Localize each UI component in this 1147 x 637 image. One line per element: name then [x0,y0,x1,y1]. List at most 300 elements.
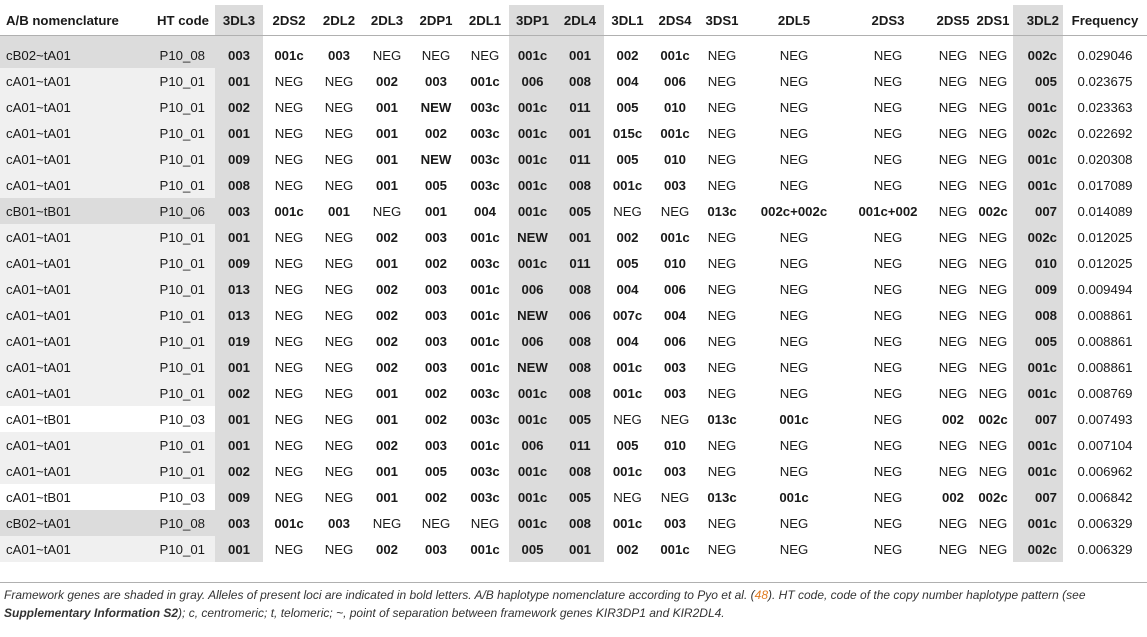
allele-cell: 001c [1013,458,1063,484]
ht-code-cell: P10_01 [143,380,215,406]
allele-cell: NEG [324,73,354,89]
allele-cell: NEG [938,203,968,219]
allele-cell: 001 [556,36,604,69]
allele-cell: NEG [873,229,903,245]
allele-cell: 007 [1013,406,1063,432]
allele-cell: 001 [327,203,350,219]
allele-cell: 002 [375,541,398,557]
allele-cell: NEG [978,385,1008,401]
allele-cell: NEG [978,125,1008,141]
allele-cell: 001c [509,510,556,536]
nomenclature-cell: cB01~tB01 [0,198,143,224]
allele-cell: 003c [470,151,500,167]
allele-cell: NEG [707,463,737,479]
column-header-frequency: Frequency [1063,5,1147,36]
allele-cell: NEG [873,177,903,193]
nomenclature-cell: cA01~tA01 [0,380,143,406]
frequency-cell: 0.020308 [1077,151,1133,167]
allele-cell: 011 [556,146,604,172]
allele-cell: 002 [375,281,398,297]
nomenclature-cell: cA01~tB01 [6,411,71,427]
allele-cell: NEG [978,515,1008,531]
allele-cell: 001c [274,203,304,219]
allele-cell: 001c [779,489,809,505]
allele-cell: 002c [1013,120,1063,146]
allele-cell: NEG [779,151,809,167]
header-row [0,5,1147,36]
table-row [0,94,1147,120]
table-row [0,536,1147,562]
allele-cell: NEG [707,177,737,193]
allele-cell: 009 [1013,276,1063,302]
allele-cell: 008 [1013,302,1063,328]
allele-cell: NEG [707,281,737,297]
table-row [0,198,1147,224]
allele-cell: NEG [938,73,968,89]
allele-cell: NEG [978,73,1008,89]
allele-cell: 013 [215,276,263,302]
nomenclature-cell: cA01~tA01 [0,458,143,484]
allele-cell: NEG [938,99,968,115]
column-header-3dl3: 3DL3 [215,5,263,36]
allele-cell: 002c [978,411,1008,427]
allele-cell: 001c [1013,172,1063,198]
allele-cell: 001c [470,359,500,375]
table-row [0,458,1147,484]
allele-cell: NEG [274,489,304,505]
allele-cell: 002c [978,203,1008,219]
allele-cell: 003c [470,125,500,141]
allele-cell: NEG [779,255,809,271]
allele-cell: 002c+002c [760,203,828,219]
column-header-ht-code: HT code [143,5,215,36]
allele-cell: NEG [873,73,903,89]
allele-cell: NEG [707,307,737,323]
allele-cell: 001 [375,255,398,271]
allele-cell: 003 [663,515,686,531]
allele-cell: 005 [616,255,639,271]
allele-cell: 001c [470,73,500,89]
allele-cell: NEG [470,47,500,63]
allele-cell: 001 [556,536,604,562]
allele-cell: 003 [663,177,686,193]
allele-cell: NEG [613,411,642,427]
allele-cell: 001c [1013,380,1063,406]
column-header-3dl2: 3DL2 [1013,5,1063,36]
nomenclature-cell: cA01~tA01 [0,250,143,276]
allele-cell: 001 [556,224,604,250]
allele-cell: 007 [1013,484,1063,510]
allele-cell: 001c [509,198,556,224]
nomenclature-cell: cB02~tA01 [0,36,143,69]
allele-cell: NEG [978,463,1008,479]
ht-code-cell: P10_01 [143,224,215,250]
column-header-2dl4: 2DL4 [556,5,604,36]
allele-cell: 001c [1013,354,1063,380]
allele-cell: 008 [556,510,604,536]
allele-cell: 001c [509,250,556,276]
column-header-3ds1: 3DS1 [699,5,745,36]
allele-cell: 006 [509,276,556,302]
column-header-2ds1: 2DS1 [973,5,1013,36]
allele-cell: 007 [1013,198,1063,224]
allele-cell: 001c [660,125,690,141]
table-row [0,406,1147,432]
table-row [0,484,1147,510]
table-row [0,328,1147,354]
allele-cell: 001c [470,307,500,323]
allele-cell: 001c [509,380,556,406]
ht-code-cell: P10_01 [143,458,215,484]
ht-code-cell: P10_01 [143,94,215,120]
allele-cell: NEG [707,541,737,557]
allele-cell: NEG [421,47,451,63]
allele-cell: NEG [613,489,642,505]
allele-cell: NEG [779,73,809,89]
allele-cell: NEG [660,203,690,219]
allele-cell: NEG [324,437,354,453]
allele-cell: 001c [779,411,809,427]
allele-cell: 005 [556,406,604,432]
allele-cell: 005 [616,437,639,453]
allele-cell: 001 [375,99,398,115]
allele-cell: 013c [707,489,737,505]
allele-cell: 011 [556,432,604,458]
allele-cell: 004 [616,333,639,349]
allele-cell: 002 [424,385,447,401]
allele-cell: NEG [324,411,354,427]
allele-cell: NEG [324,463,354,479]
allele-cell: 002 [375,437,398,453]
table-row [0,120,1147,146]
ht-code-cell: P10_01 [143,302,215,328]
column-header-2dl5: 2DL5 [745,5,843,36]
supplementary-link[interactable]: Supplementary Information S2 [4,606,179,620]
allele-cell: NEW [420,151,452,167]
table-body [0,36,1147,563]
allele-cell: 001 [375,125,398,141]
nomenclature-cell: cB02~tA01 [0,510,143,536]
allele-cell: NEG [324,151,354,167]
kir-haplotype-table [0,5,1147,562]
allele-cell: NEG [324,99,354,115]
allele-cell: NEG [978,541,1008,557]
allele-cell: NEG [978,333,1008,349]
allele-cell: NEG [779,99,809,115]
allele-cell: NEG [707,359,737,375]
allele-cell: NEG [873,359,903,375]
allele-cell: 011 [556,250,604,276]
allele-cell: 001c [612,359,643,375]
allele-cell: 003 [327,515,350,531]
allele-cell: 003c [470,385,500,401]
allele-cell: NEG [372,203,402,219]
allele-cell: NEG [274,385,304,401]
allele-cell: 001 [424,203,447,219]
allele-cell: NEG [978,177,1008,193]
allele-cell: NEG [274,359,304,375]
allele-cell: 002 [215,94,263,120]
allele-cell: 001c [509,120,556,146]
allele-cell: 001 [375,177,398,193]
allele-cell: NEG [707,333,737,349]
allele-cell: NEW [509,302,556,328]
table-row [0,224,1147,250]
allele-cell: 010 [1013,250,1063,276]
allele-cell: 001c [509,484,556,510]
allele-cell: 008 [556,328,604,354]
allele-cell: NEG [938,463,968,479]
allele-cell: NEG [324,541,354,557]
allele-cell: NEG [938,281,968,297]
allele-cell: 008 [556,380,604,406]
frequency-cell: 0.008769 [1077,385,1133,401]
table-row [0,36,1147,69]
allele-cell: 013c [707,411,737,427]
allele-cell: NEG [779,125,809,141]
column-header-2ds3: 2DS3 [843,5,933,36]
allele-cell: 008 [556,172,604,198]
allele-cell: NEG [660,489,690,505]
allele-cell: NEG [274,307,304,323]
table-row [0,250,1147,276]
allele-cell: NEG [978,99,1008,115]
allele-cell: 001c [470,229,500,245]
frequency-cell: 0.008861 [1077,333,1133,349]
allele-cell: 003 [424,281,447,297]
reference-link[interactable]: 48 [754,588,768,602]
allele-cell: NEG [873,99,903,115]
table-footnote [4,586,1144,622]
allele-cell: NEG [938,359,968,375]
allele-cell: 002 [616,47,639,63]
allele-cell: 007c [612,307,643,323]
frequency-cell: 0.008861 [1077,307,1133,323]
allele-cell: 009 [215,250,263,276]
allele-cell: 001c [509,146,556,172]
allele-cell: 002 [375,73,398,89]
allele-cell: NEG [938,307,968,323]
allele-cell: NEG [873,307,903,323]
allele-cell: NEG [938,255,968,271]
allele-cell: NEG [707,229,737,245]
allele-cell: 006 [509,432,556,458]
allele-cell: 005 [616,99,639,115]
allele-cell: 006 [663,73,686,89]
allele-cell: 005 [1013,68,1063,94]
allele-cell: 002 [375,229,398,245]
ht-code-cell: P10_01 [143,354,215,380]
allele-cell: NEG [978,359,1008,375]
allele-cell: NEG [707,255,737,271]
allele-cell: NEG [938,515,968,531]
allele-cell: 009 [215,146,263,172]
allele-cell: 003c [470,489,500,505]
ht-code-cell: P10_01 [143,328,215,354]
frequency-cell: 0.029046 [1077,47,1133,63]
nomenclature-cell: cA01~tA01 [0,328,143,354]
allele-cell: 001c [509,172,556,198]
ht-code-cell: P10_03 [159,489,205,505]
allele-cell: NEG [324,255,354,271]
allele-cell: NEG [779,541,809,557]
allele-cell: 001c [470,541,500,557]
column-header-2dl1: 2DL1 [461,5,509,36]
table-row [0,276,1147,302]
allele-cell: 001c [470,281,500,297]
allele-cell: 001 [375,411,398,427]
allele-cell: 002 [424,489,447,505]
footnote-text-2: ). HT code, code of the copy number haplotype pattern (see [768,588,1086,602]
allele-cell: 002 [616,229,639,245]
allele-cell: 001 [215,224,263,250]
frequency-cell: 0.022692 [1077,125,1133,141]
allele-cell: 001c [612,177,643,193]
allele-cell: NEG [779,333,809,349]
allele-cell: 008 [556,354,604,380]
allele-cell: NEG [779,359,809,375]
allele-cell: NEG [779,177,809,193]
ht-code-cell: P10_01 [143,146,215,172]
allele-cell: 005 [424,177,447,193]
nomenclature-cell: cA01~tA01 [0,276,143,302]
allele-cell: NEG [707,385,737,401]
ht-code-cell: P10_01 [143,432,215,458]
allele-cell: NEG [707,515,737,531]
allele-cell: NEG [873,255,903,271]
frequency-cell: 0.009494 [1077,281,1133,297]
nomenclature-cell: cA01~tB01 [6,489,71,505]
allele-cell: 005 [424,463,447,479]
allele-cell: NEG [707,47,737,63]
allele-cell: 001c [509,406,556,432]
column-header-2dl2: 2DL2 [315,5,363,36]
allele-cell: NEG [938,47,968,63]
allele-cell: 004 [616,73,639,89]
allele-cell: 002 [215,380,263,406]
table-row [0,432,1147,458]
allele-cell: 002 [616,541,639,557]
ht-code-cell: P10_01 [143,250,215,276]
allele-cell: NEG [779,385,809,401]
allele-cell: 001c [509,458,556,484]
allele-cell: 010 [663,255,686,271]
allele-cell: NEG [978,229,1008,245]
allele-cell: NEW [509,224,556,250]
allele-cell: NEG [938,333,968,349]
allele-cell: 002 [424,125,447,141]
allele-cell: NEG [274,463,304,479]
ht-code-cell: P10_08 [143,510,215,536]
allele-cell: 006 [509,328,556,354]
allele-cell: 005 [556,198,604,224]
allele-cell: 006 [556,302,604,328]
allele-cell: 002c [1013,536,1063,562]
allele-cell: 002 [375,333,398,349]
allele-cell: 009 [215,484,263,510]
nomenclature-cell: cA01~tA01 [0,536,143,562]
allele-cell: 001 [215,120,263,146]
allele-cell: 001 [556,120,604,146]
allele-cell: 002 [941,411,964,427]
table-row [0,354,1147,380]
allele-cell: NEG [274,125,304,141]
allele-cell: NEW [509,354,556,380]
allele-cell: 001 [215,354,263,380]
allele-cell: 002 [375,359,398,375]
allele-cell: 011 [556,94,604,120]
ht-code-cell: P10_08 [143,36,215,69]
column-header-2ds4: 2DS4 [651,5,699,36]
allele-cell: 001 [375,463,398,479]
allele-cell: NEG [873,281,903,297]
allele-cell: NEG [978,151,1008,167]
ht-code-cell: P10_01 [143,172,215,198]
allele-cell: 003 [424,229,447,245]
allele-cell: NEG [938,541,968,557]
allele-cell: 002 [215,458,263,484]
allele-cell: 006 [663,333,686,349]
allele-cell: NEG [779,437,809,453]
allele-cell: 003 [215,36,263,69]
frequency-cell: 0.012025 [1077,229,1133,245]
allele-cell: 001 [375,151,398,167]
allele-cell: 003 [327,47,350,63]
column-header-2dp1: 2DP1 [411,5,461,36]
allele-cell: NEG [978,307,1008,323]
allele-cell: 010 [663,437,686,453]
allele-cell: 003 [215,198,263,224]
allele-cell: NEG [873,151,903,167]
allele-cell: 006 [509,68,556,94]
allele-cell: 003 [215,510,263,536]
allele-cell: 003c [470,463,500,479]
frequency-cell: 0.008861 [1077,359,1133,375]
allele-cell: NEG [938,177,968,193]
table-row [0,146,1147,172]
allele-cell: 006 [663,281,686,297]
allele-cell: 002c [978,489,1008,505]
allele-cell: NEG [324,177,354,193]
table-row [0,302,1147,328]
ht-code-cell: P10_01 [143,536,215,562]
allele-cell: NEG [873,47,903,63]
allele-cell: 005 [1013,328,1063,354]
allele-cell: NEG [938,151,968,167]
allele-cell: NEG [938,437,968,453]
allele-cell: 003c [470,255,500,271]
allele-cell: 008 [556,68,604,94]
allele-cell: 004 [473,203,496,219]
allele-cell: 001 [215,432,263,458]
allele-cell: 001c [470,333,500,349]
allele-cell: NEG [372,515,402,531]
nomenclature-cell: cA01~tA01 [0,68,143,94]
allele-cell: 003c [470,99,500,115]
allele-cell: 004 [663,307,686,323]
allele-cell: 001 [215,406,263,432]
allele-cell: 003c [470,177,500,193]
allele-cell: 003c [470,411,500,427]
allele-cell: NEG [707,73,737,89]
allele-cell: NEG [324,359,354,375]
allele-cell: NEG [274,255,304,271]
frequency-cell: 0.017089 [1077,177,1133,193]
allele-cell: NEG [274,177,304,193]
allele-cell: 003 [663,463,686,479]
allele-cell: NEG [779,463,809,479]
column-header-3dp1: 3DP1 [509,5,556,36]
